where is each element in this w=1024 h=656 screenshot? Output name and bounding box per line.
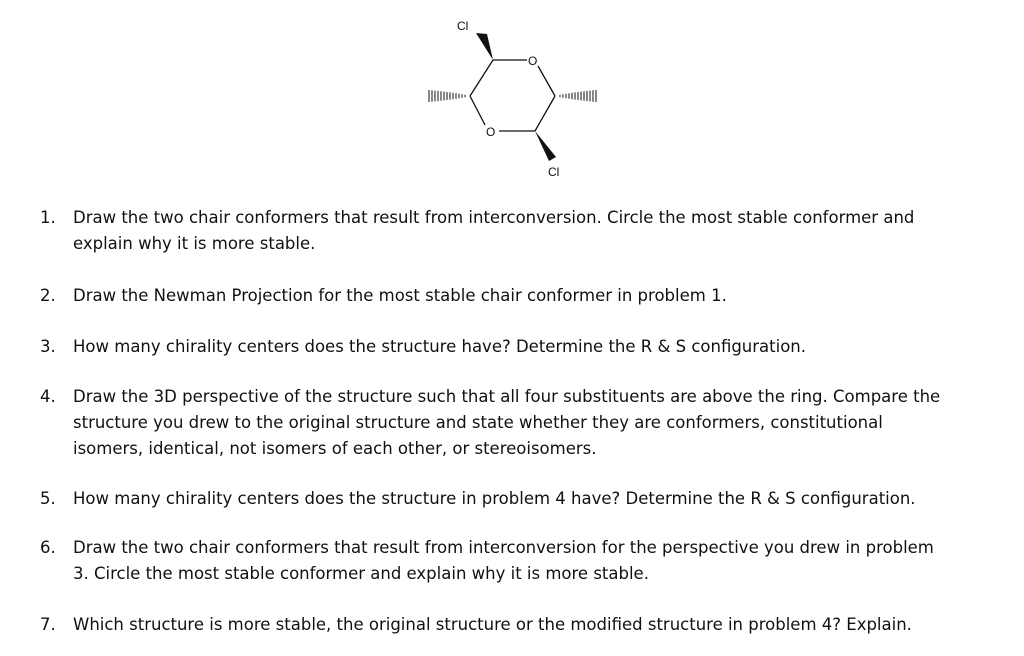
hashed-bond-right [560,90,596,102]
question-line: Draw the 3D perspective of the structure such that all four substituents are above the ring. Compare the [73,387,941,406]
question-line: explain why it is more stable. [73,234,316,253]
oxygen-right-label: O [528,54,538,68]
question-number: 4. [40,387,56,406]
question-number: 1. [40,208,56,227]
question-text [73,334,973,360]
question-number: 6. [40,538,56,557]
question-line: How many chirality centers does the structure have? Determine the R & S configuration. [73,337,807,356]
wedge-bond-bottom [535,131,556,161]
question-text [73,205,973,257]
oxygen-left-label: O [486,125,496,139]
chlorine-top-label: Cl [457,19,469,33]
question-line: Draw the two chair conformers that result from interconversion. Circle the most stable conformer and [73,208,915,227]
question-number: 5. [40,489,56,508]
question-text [73,283,973,309]
question-line: 3. Circle the most stable conformer and explain why it is more stable. [73,564,649,583]
question-number: 2. [40,286,56,305]
question-line: isomers, identical, not isomers of each other, or stereoisomers. [73,439,597,458]
question-text [73,535,973,587]
question-text [73,384,973,462]
hashed-bond-left [429,90,465,102]
chlorine-bottom-label: Cl [548,165,560,179]
question-line: structure you drew to the original structure and state whether they are conformers, constitutional [73,413,883,432]
question-line: Which structure is more stable, the original structure or the modified structure in problem 4? Explain. [73,615,912,634]
ring-bonds [470,60,555,131]
question-line: Draw the two chair conformers that result from interconversion for the perspective you drew in problem [73,538,934,557]
question-number: 7. [40,615,56,634]
wedge-bond-top [476,33,493,60]
question-text [73,486,973,512]
question-number: 3. [40,337,56,356]
question-text [73,612,973,638]
question-line: Draw the Newman Projection for the most stable chair conformer in problem 1. [73,286,727,305]
dioxane-dichloro-structure [0,0,1024,200]
question-line: How many chirality centers does the structure in problem 4 have? Determine the R & S configuration. [73,489,916,508]
